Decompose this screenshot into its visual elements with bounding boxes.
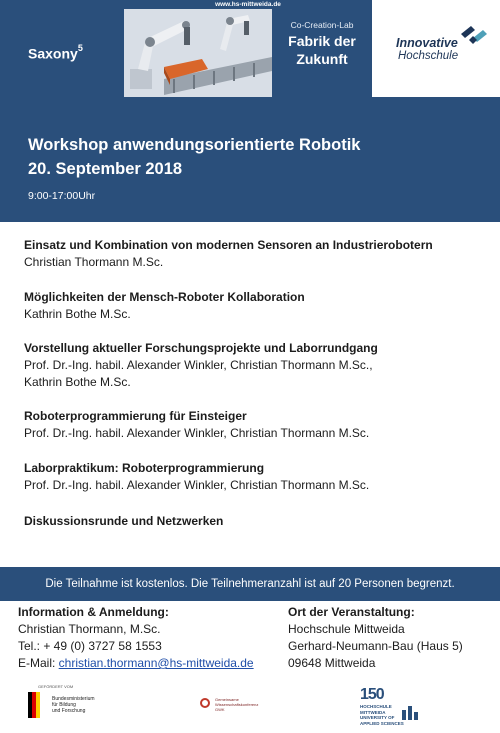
workshop-date: 20. September 2018: [28, 160, 183, 178]
lab-title-line1: Fabrik der: [288, 33, 356, 49]
agenda-item: [24, 289, 484, 323]
saxony5-brand: [28, 45, 83, 62]
venue-heading: Ort der Veranstaltung:: [288, 605, 415, 619]
hsmw-building-icon: [402, 706, 418, 720]
brand-text: Saxony: [28, 45, 78, 62]
logo-line2: Hochschule: [398, 50, 459, 62]
title-band: [0, 97, 500, 222]
agenda-item-title: Möglichkeiten der Mensch-Roboter Kollaboration: [24, 290, 305, 304]
bmbf-line2: für Bildung: [52, 702, 76, 708]
brand-superscript: 5: [77, 43, 83, 53]
lab-title-line2: Zukunft: [296, 51, 348, 67]
agenda-item-speaker: Kathrin Bothe M.Sc.: [24, 375, 131, 389]
logo-line1: Innovative: [396, 36, 458, 50]
agenda-item-speaker: Prof. Dr.-Ing. habil. Alexander Winkler, Christian Thormann M.Sc.: [24, 426, 370, 440]
agenda-item: [24, 408, 484, 442]
bmbf-funded-by: GEFÖRDERT VOM: [38, 684, 74, 689]
bmbf-logo: [26, 684, 116, 724]
bmbf-line1: Bundesministerium: [52, 696, 95, 702]
agenda-item: [24, 513, 484, 530]
footer-logos: [0, 680, 500, 733]
agenda-item: [24, 237, 484, 271]
agenda-item-speaker: Christian Thormann M.Sc.: [24, 255, 164, 269]
agenda-item-speaker: Prof. Dr.-Ing. habil. Alexander Winkler, Christian Thormann M.Sc.,: [24, 358, 373, 372]
agenda-item-title: Laborpraktikum: Roboterprogrammierung: [24, 461, 265, 475]
hsmw-line1: HOCHSCHULE: [360, 704, 392, 709]
hsmw-150: 150: [360, 686, 384, 703]
workshop-time: 9:00-17:00Uhr: [28, 190, 96, 202]
agenda-item-speaker: Kathrin Bothe M.Sc.: [24, 307, 131, 321]
hsmw-line3: UNIVERSITY OF: [360, 715, 395, 720]
gwk-logo: [200, 696, 270, 716]
contact-name: Christian Thormann, M.Sc.: [18, 622, 161, 636]
innovative-hochschule-logo: [396, 30, 492, 70]
agenda-item-speaker: Prof. Dr.-Ing. habil. Alexander Winkler, Christian Thormann M.Sc.: [24, 478, 370, 492]
robot-lab-photo: [124, 9, 272, 97]
venue-info: [288, 604, 498, 672]
logo-mark-icon: [459, 24, 489, 44]
header: [0, 0, 500, 97]
gwk-circle-icon: [200, 698, 210, 708]
agenda-item: [24, 340, 484, 391]
venue-line1: Hochschule Mittweida: [288, 622, 405, 636]
website-url[interactable]: www.hs-mittweida.de: [124, 0, 372, 9]
gwk-line1: Gemeinsame: [215, 697, 239, 702]
gwk-line3: GWK: [215, 707, 225, 712]
contact-phone: Tel.: + 49 (0) 3727 58 1553: [18, 639, 162, 653]
gwk-line2: Wissenschaftskonferenz: [215, 702, 259, 707]
hochschule-mittweida-logo: [360, 686, 420, 726]
venue-line3: 09648 Mittweida: [288, 656, 376, 670]
workshop-title: Workshop anwendungsorientierte Robotik: [28, 136, 361, 154]
contact-info: [18, 604, 278, 672]
agenda-item-title: Vorstellung aktueller Forschungsprojekte und Laborrundgang: [24, 341, 378, 355]
participation-notice: Die Teilnahme ist kostenlos. Die Teilnehmeranzahl ist auf 20 Personen begrenzt.: [0, 567, 500, 601]
header-brand-panel: [0, 0, 124, 97]
contact-email-row: [18, 655, 278, 672]
agenda-item: [24, 460, 484, 494]
contact-heading: Information & Anmeldung:: [18, 605, 169, 619]
co-creation-lab-panel: [272, 9, 372, 97]
email-link[interactable]: christian.thormann@hs-mittweida.de: [58, 656, 254, 670]
lab-label: Co-Creation-Lab: [290, 20, 354, 30]
hsmw-line2: MITTWEIDA: [360, 709, 386, 715]
email-prefix: E-Mail:: [18, 656, 59, 670]
gwk-text: [215, 697, 258, 712]
hsmw-text: [360, 704, 404, 726]
bmbf-text: [52, 696, 95, 714]
hsmw-line4: APPLIED SCIENCES: [360, 720, 404, 726]
bmbf-line3: und Forschung: [52, 708, 86, 714]
federal-eagle-icon: [26, 692, 46, 718]
venue-line2: Gerhard-Neumann-Bau (Haus 5): [288, 639, 463, 653]
agenda-item-title: Einsatz und Kombination von modernen Sensoren an Industrierobotern: [24, 238, 433, 252]
agenda-item-title: Roboterprogrammierung für Einsteiger: [24, 409, 247, 423]
agenda-item-title: Diskussionsrunde und Netzwerken: [24, 514, 224, 528]
